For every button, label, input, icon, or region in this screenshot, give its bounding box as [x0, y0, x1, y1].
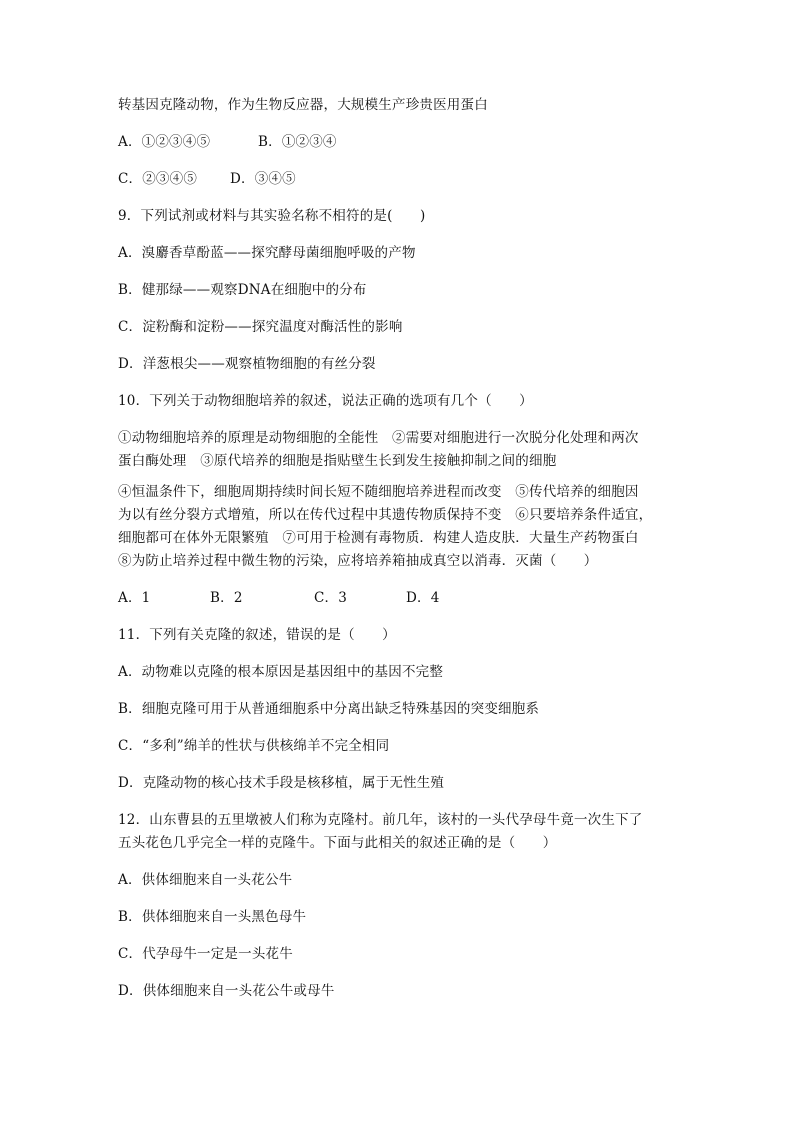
q8-option-a: A．①②③④⑤	[118, 134, 211, 150]
q8-option-d: D．③④⑤	[230, 171, 296, 187]
q11-option-a: A．动物难以克隆的根本原因是基因组中的基因不完整	[118, 664, 444, 680]
q10-statement-line: 蛋白酶处理 ③原代培养的细胞是指贴壁生长到发生接触抑制之间的细胞	[118, 453, 557, 469]
q9-stem: 9．下列试剂或材料与其实验名称不相符的是( )	[118, 208, 426, 224]
q12-option-d: D．供体细胞来自一头花公牛或母牛	[118, 983, 335, 999]
q9-option-d: D．洋葱根尖——观察植物细胞的有丝分裂	[118, 356, 376, 372]
q9-option-c: C．淀粉酶和淀粉——探究温度对酶活性的影响	[118, 319, 403, 335]
q10-options-row	[118, 589, 688, 608]
q8-options-row-1	[118, 133, 688, 152]
q12-stem-line: 五头花色几乎完全一样的克隆牛。下面与此相关的叙述正确的是（ ）	[118, 835, 557, 851]
q10-option-c: C．3	[314, 590, 348, 606]
q10-stem: 10．下列关于动物细胞培养的叙述，说法正确的选项有几个（ ）	[118, 393, 533, 409]
q10-statement-line: 为以有丝分裂方式增殖，所以在传代过程中其遗传物质保持不变 ⑥只要培养条件适宜，	[118, 507, 653, 523]
q11-option-d: D．克隆动物的核心技术手段是核移植，属于无性生殖	[118, 775, 445, 791]
q10-statement-line: ④恒温条件下，细胞周期持续时间长短不随细胞培养进程而改变 ⑤传代培养的细胞因	[118, 484, 639, 500]
q10-statement-line: 细胞都可在体外无限繁殖 ⑦可用于检测有毒物质．构建人造皮肤．大量生产药物蛋白	[118, 530, 639, 546]
q10-option-a: A．1	[118, 590, 151, 606]
q8-option-b: B．①②③④	[258, 134, 337, 150]
q12-stem-line: 12．山东曹县的五里墩被人们称为克隆村。前几年，该村的一头代孕母牛竟一次生下了	[118, 812, 643, 828]
q12-option-a: A．供体细胞来自一头花公牛	[118, 872, 293, 888]
q10-statement-line: ⑧为防止培养过程中微生物的污染，应将培养箱抽成真空以消毒．灭菌（ ）	[118, 553, 598, 569]
q12-option-b: B．供体细胞来自一头黑色母牛	[118, 909, 307, 925]
q11-stem: 11．下列有关克隆的叙述，错误的是（ ）	[118, 627, 396, 643]
q10-statement-line: ①动物细胞培养的原理是动物细胞的全能性 ②需要对细胞进行一次脱分化处理和两次	[118, 430, 639, 446]
q8-option-c: C．②③④⑤	[118, 171, 198, 187]
q10-option-b: B．2	[210, 590, 243, 606]
q9-option-b: B．健那绿——观察DNA在细胞中的分布	[118, 282, 367, 298]
q11-option-c: C．“多利”绵羊的性状与供核绵羊不完全相同	[118, 738, 390, 754]
exam-page	[118, 96, 688, 1001]
q12-option-c: C．代孕母牛一定是一头花牛	[118, 946, 293, 962]
q9-option-a: A．溴麝香草酚蓝——探究酵母菌细胞呼吸的产物	[118, 245, 416, 261]
q8-stem-tail: 转基因克隆动物，作为生物反应器，大规模生产珍贵医用蛋白	[118, 97, 488, 113]
q8-options-row-2	[118, 170, 688, 189]
q10-option-d: D．4	[406, 590, 440, 606]
q11-option-b: B．细胞克隆可用于从普通细胞系中分离出缺乏特殊基因的突变细胞系	[118, 701, 540, 717]
